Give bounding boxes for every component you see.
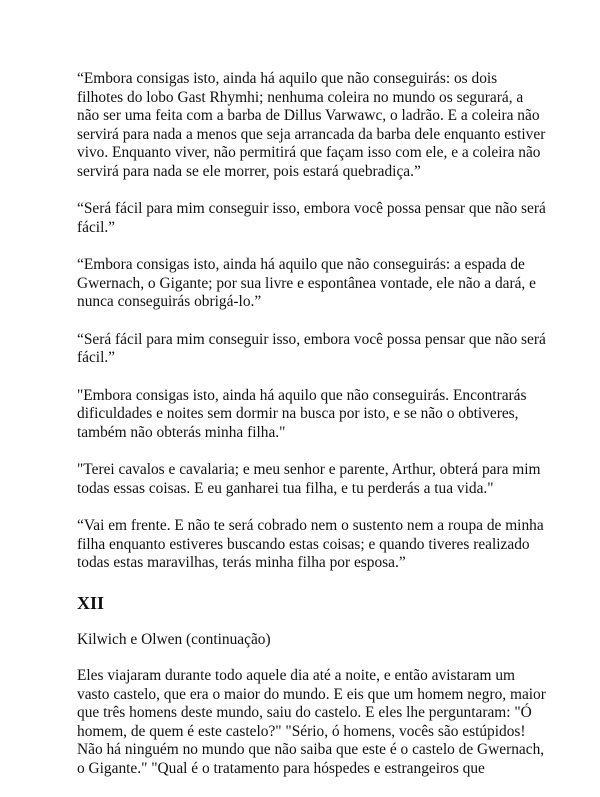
chapter-heading: XII: [77, 592, 105, 613]
text-line: todas estas maravilhas, terás minha filha por esposa.”: [77, 554, 406, 571]
text-line: vasto castelo, que era o maior do mundo. E eis que um homem negro, maior: [77, 685, 546, 703]
text-line: homem, de quem é este castelo?" "Sério, ó homens, vocês são estúpidos!: [77, 722, 526, 740]
text-line: “Vai em frente. E não te será cobrado nem o sustento nem a roupa de minha: [77, 517, 544, 534]
text-line: “Embora consigas isto, ainda há aquilo que não conseguirás: a espada de: [77, 256, 525, 273]
paragraph: [77, 70, 547, 181]
text-line: “Será fácil para mim conseguir isso, embora você possa pensar que não será: [77, 330, 546, 348]
document-page: [77, 70, 547, 797]
text-line: Gwernach, o Gigante; por sua livre e espontânea vontade, ele não a dará, e: [77, 274, 536, 292]
text-line: nunca conseguirás obrigá-lo.”: [77, 293, 262, 310]
text-line: servirá para nada se ele morrer, pois estará quebradiça.”: [77, 162, 421, 180]
chapter-subtitle: Kilwich e Olwen (continuação): [77, 630, 271, 648]
text-line: Eles viajaram durante todo aquele dia até a noite, e então avistaram um: [77, 667, 516, 684]
text-line: também não obterás minha filha.": [77, 423, 286, 441]
text-line: servirá para nada a menos que seja arrancada da barba dele enquanto estiver: [77, 125, 546, 143]
text-line: “Será fácil para mim conseguir isso, embora você possa pensar que não será: [77, 200, 546, 217]
paragraph: [77, 517, 547, 573]
text-line: "Terei cavalos e cavalaria; e meu senhor e parente, Arthur, obterá para mim: [77, 461, 541, 478]
paragraph: [77, 256, 547, 312]
narrative-section: [77, 667, 547, 778]
paragraph: [77, 461, 547, 498]
text-line: filhotes do lobo Gast Rhymhi; nenhuma coleira no mundo os segurará, a: [77, 88, 524, 106]
text-line: dificuldades e noites sem dormir na busca por isto, e se não o obtiveres,: [77, 405, 519, 422]
text-line: não ser uma feita com a barba de Dillus Varwawc, o ladrão. E a coleira não: [77, 107, 540, 124]
text-line: filha enquanto estiveres buscando estas coisas; e quando tiveres realizado: [77, 535, 530, 553]
text-line: “Embora consigas isto, ainda há aquilo que não conseguirás: os dois: [77, 70, 498, 87]
text-line: fácil.”: [77, 218, 116, 236]
text-line: fácil.”: [77, 349, 116, 366]
paragraph: [77, 667, 547, 778]
paragraph: [77, 387, 547, 443]
text-line: vivo. Enquanto viver, não permitirá que façam isso com ele, e a coleira não: [77, 144, 541, 161]
text-line: "Embora consigas isto, ainda há aquilo que não conseguirás. Encontrarás: [77, 386, 527, 404]
text-line: Não há ninguém no mundo que não saiba que este é o castelo de Gwernach,: [77, 741, 545, 758]
paragraph: [77, 200, 547, 237]
text-line: todas essas coisas. E eu ganharei tua filha, e tu perderás a tua vida.": [77, 479, 494, 497]
dialogue-section: [77, 70, 547, 573]
text-line: que três homens deste mundo, saiu do castelo. E eles lhe perguntaram: "Ó: [77, 704, 532, 721]
paragraph: [77, 331, 547, 368]
text-line: o Gigante." "Qual é o tratamento para hóspedes e estrangeiros que: [77, 759, 485, 777]
